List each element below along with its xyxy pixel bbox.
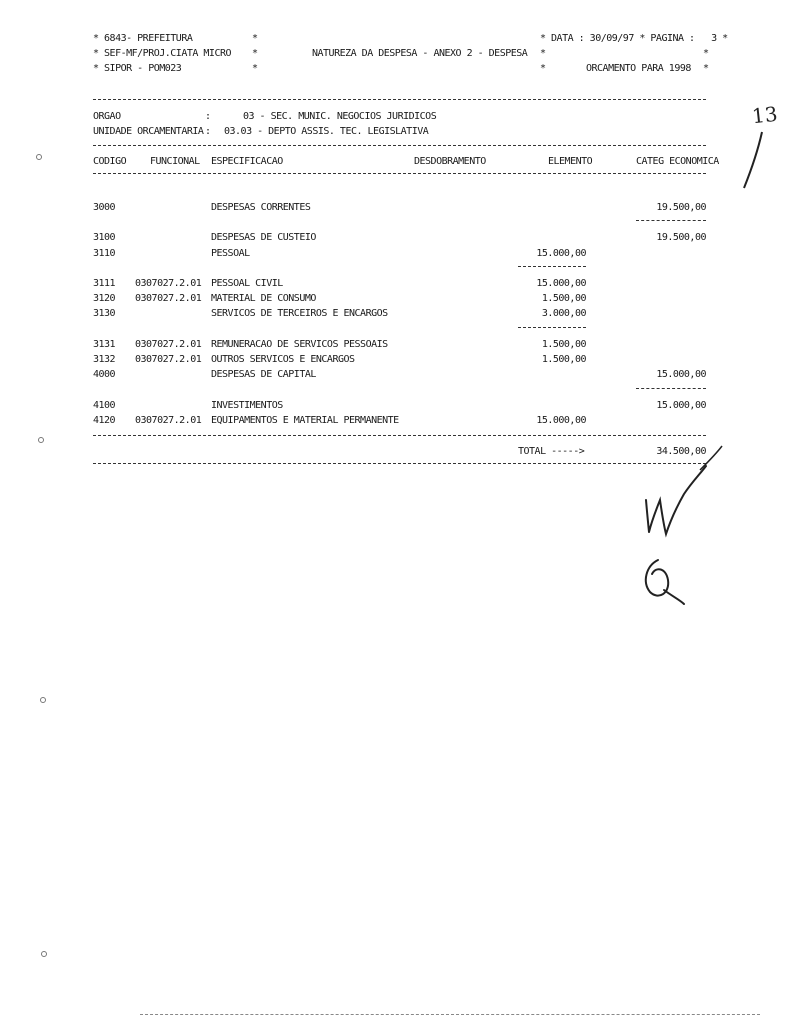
margin-page-number: 13 — [750, 101, 779, 129]
column-header-especificacao: ESPECIFICACAO — [211, 156, 283, 167]
row-elemento-value: 1.500,00 — [541, 354, 586, 365]
row-especificacao: DESPESAS DE CAPITAL — [211, 369, 316, 380]
row-categ-value: 19.500,00 — [656, 232, 706, 243]
column-header-funcional: FUNCIONAL — [150, 156, 200, 167]
column-header-categ: CATEG ECONOMICA — [636, 156, 719, 167]
budget-year: ORCAMENTO PARA 1998 — [586, 63, 691, 74]
row-elemento-value: 15.000,00 — [536, 278, 586, 289]
row-codigo: 3000 — [93, 202, 116, 213]
row-codigo: 3131 — [93, 339, 116, 350]
row-codigo: 3130 — [93, 308, 116, 319]
row-categ-value: 15.000,00 — [656, 400, 706, 411]
row-elemento-value: 3.000,00 — [541, 308, 586, 319]
row-codigo: 3120 — [93, 293, 116, 304]
header-star: * — [703, 48, 709, 59]
row-codigo: 4120 — [93, 415, 116, 426]
row-elemento-value: 15.000,00 — [536, 415, 586, 426]
header-left-line1: * 6843- PREFEITURA — [93, 33, 193, 44]
header-left-line2: * SEF-MF/PROJ.CIATA MICRO — [93, 48, 232, 59]
row-codigo: 3110 — [93, 248, 116, 259]
orgao-separator: : — [205, 111, 211, 122]
row-especificacao: REMUNERACAO DE SERVICOS PESSOAIS — [211, 339, 388, 350]
row-especificacao: DESPESAS CORRENTES — [211, 202, 311, 213]
column-header-codigo: CODIGO — [93, 156, 127, 167]
row-codigo: 4000 — [93, 369, 116, 380]
row-funcional: 0307027.2.01 — [135, 339, 202, 350]
scan-speck — [38, 437, 44, 443]
total-label: TOTAL -----> — [518, 446, 585, 457]
orgao-label: ORGAO — [93, 111, 121, 122]
unidade-separator: : — [205, 126, 211, 137]
unidade-value: 03.03 - DEPTO ASSIS. TEC. LEGISLATIVA — [224, 126, 429, 137]
signature-initials — [646, 466, 706, 534]
scan-speck — [41, 951, 47, 957]
header-star: * — [703, 63, 709, 74]
header-star: * — [252, 48, 258, 59]
row-codigo: 3132 — [93, 354, 116, 365]
row-especificacao: DESPESAS DE CUSTEIO — [211, 232, 316, 243]
row-funcional: 0307027.2.01 — [135, 415, 202, 426]
header-star: * — [540, 63, 546, 74]
report-title: NATUREZA DA DESPESA - ANEXO 2 - DESPESA — [312, 48, 528, 59]
row-especificacao: OUTROS SERVICOS E ENCARGOS — [211, 354, 355, 365]
column-header-elemento: ELEMENTO — [548, 156, 593, 167]
scan-speck — [40, 697, 46, 703]
row-especificacao: INVESTIMENTOS — [211, 400, 283, 411]
margin-slash-mark — [744, 132, 762, 188]
row-codigo: 4100 — [93, 400, 116, 411]
header-star: * — [252, 63, 258, 74]
scan-edge-noise — [140, 1014, 760, 1015]
orgao-value: 03 - SEC. MUNIC. NEGOCIOS JURIDICOS — [243, 111, 437, 122]
row-funcional: 0307027.2.01 — [135, 278, 202, 289]
header-star: * — [540, 48, 546, 59]
header-left-line3: * SIPOR - POM023 — [93, 63, 182, 74]
date-page-line: * DATA : 30/09/97 * PAGINA : 3 * — [540, 33, 728, 44]
row-categ-value: 19.500,00 — [656, 202, 706, 213]
row-especificacao: PESSOAL CIVIL — [211, 278, 283, 289]
header-star: * — [252, 33, 258, 44]
column-header-desdobramento: DESDOBRAMENTO — [414, 156, 486, 167]
row-especificacao: MATERIAL DE CONSUMO — [211, 293, 316, 304]
unidade-label: UNIDADE ORCAMENTARIA — [93, 126, 204, 137]
row-funcional: 0307027.2.01 — [135, 354, 202, 365]
total-value: 34.500,00 — [656, 446, 706, 457]
scan-speck — [36, 154, 42, 160]
row-funcional: 0307027.2.01 — [135, 293, 202, 304]
total-check-mark — [700, 446, 722, 470]
row-especificacao: PESSOAL — [211, 248, 250, 259]
row-elemento-value: 1.500,00 — [541, 293, 586, 304]
row-especificacao: EQUIPAMENTOS E MATERIAL PERMANENTE — [211, 415, 399, 426]
row-especificacao: SERVICOS DE TERCEIROS E ENCARGOS — [211, 308, 388, 319]
signature-initials — [646, 560, 684, 604]
row-elemento-value: 1.500,00 — [541, 339, 586, 350]
row-elemento-value: 15.000,00 — [536, 248, 586, 259]
row-categ-value: 15.000,00 — [656, 369, 706, 380]
row-codigo: 3111 — [93, 278, 116, 289]
row-codigo: 3100 — [93, 232, 116, 243]
